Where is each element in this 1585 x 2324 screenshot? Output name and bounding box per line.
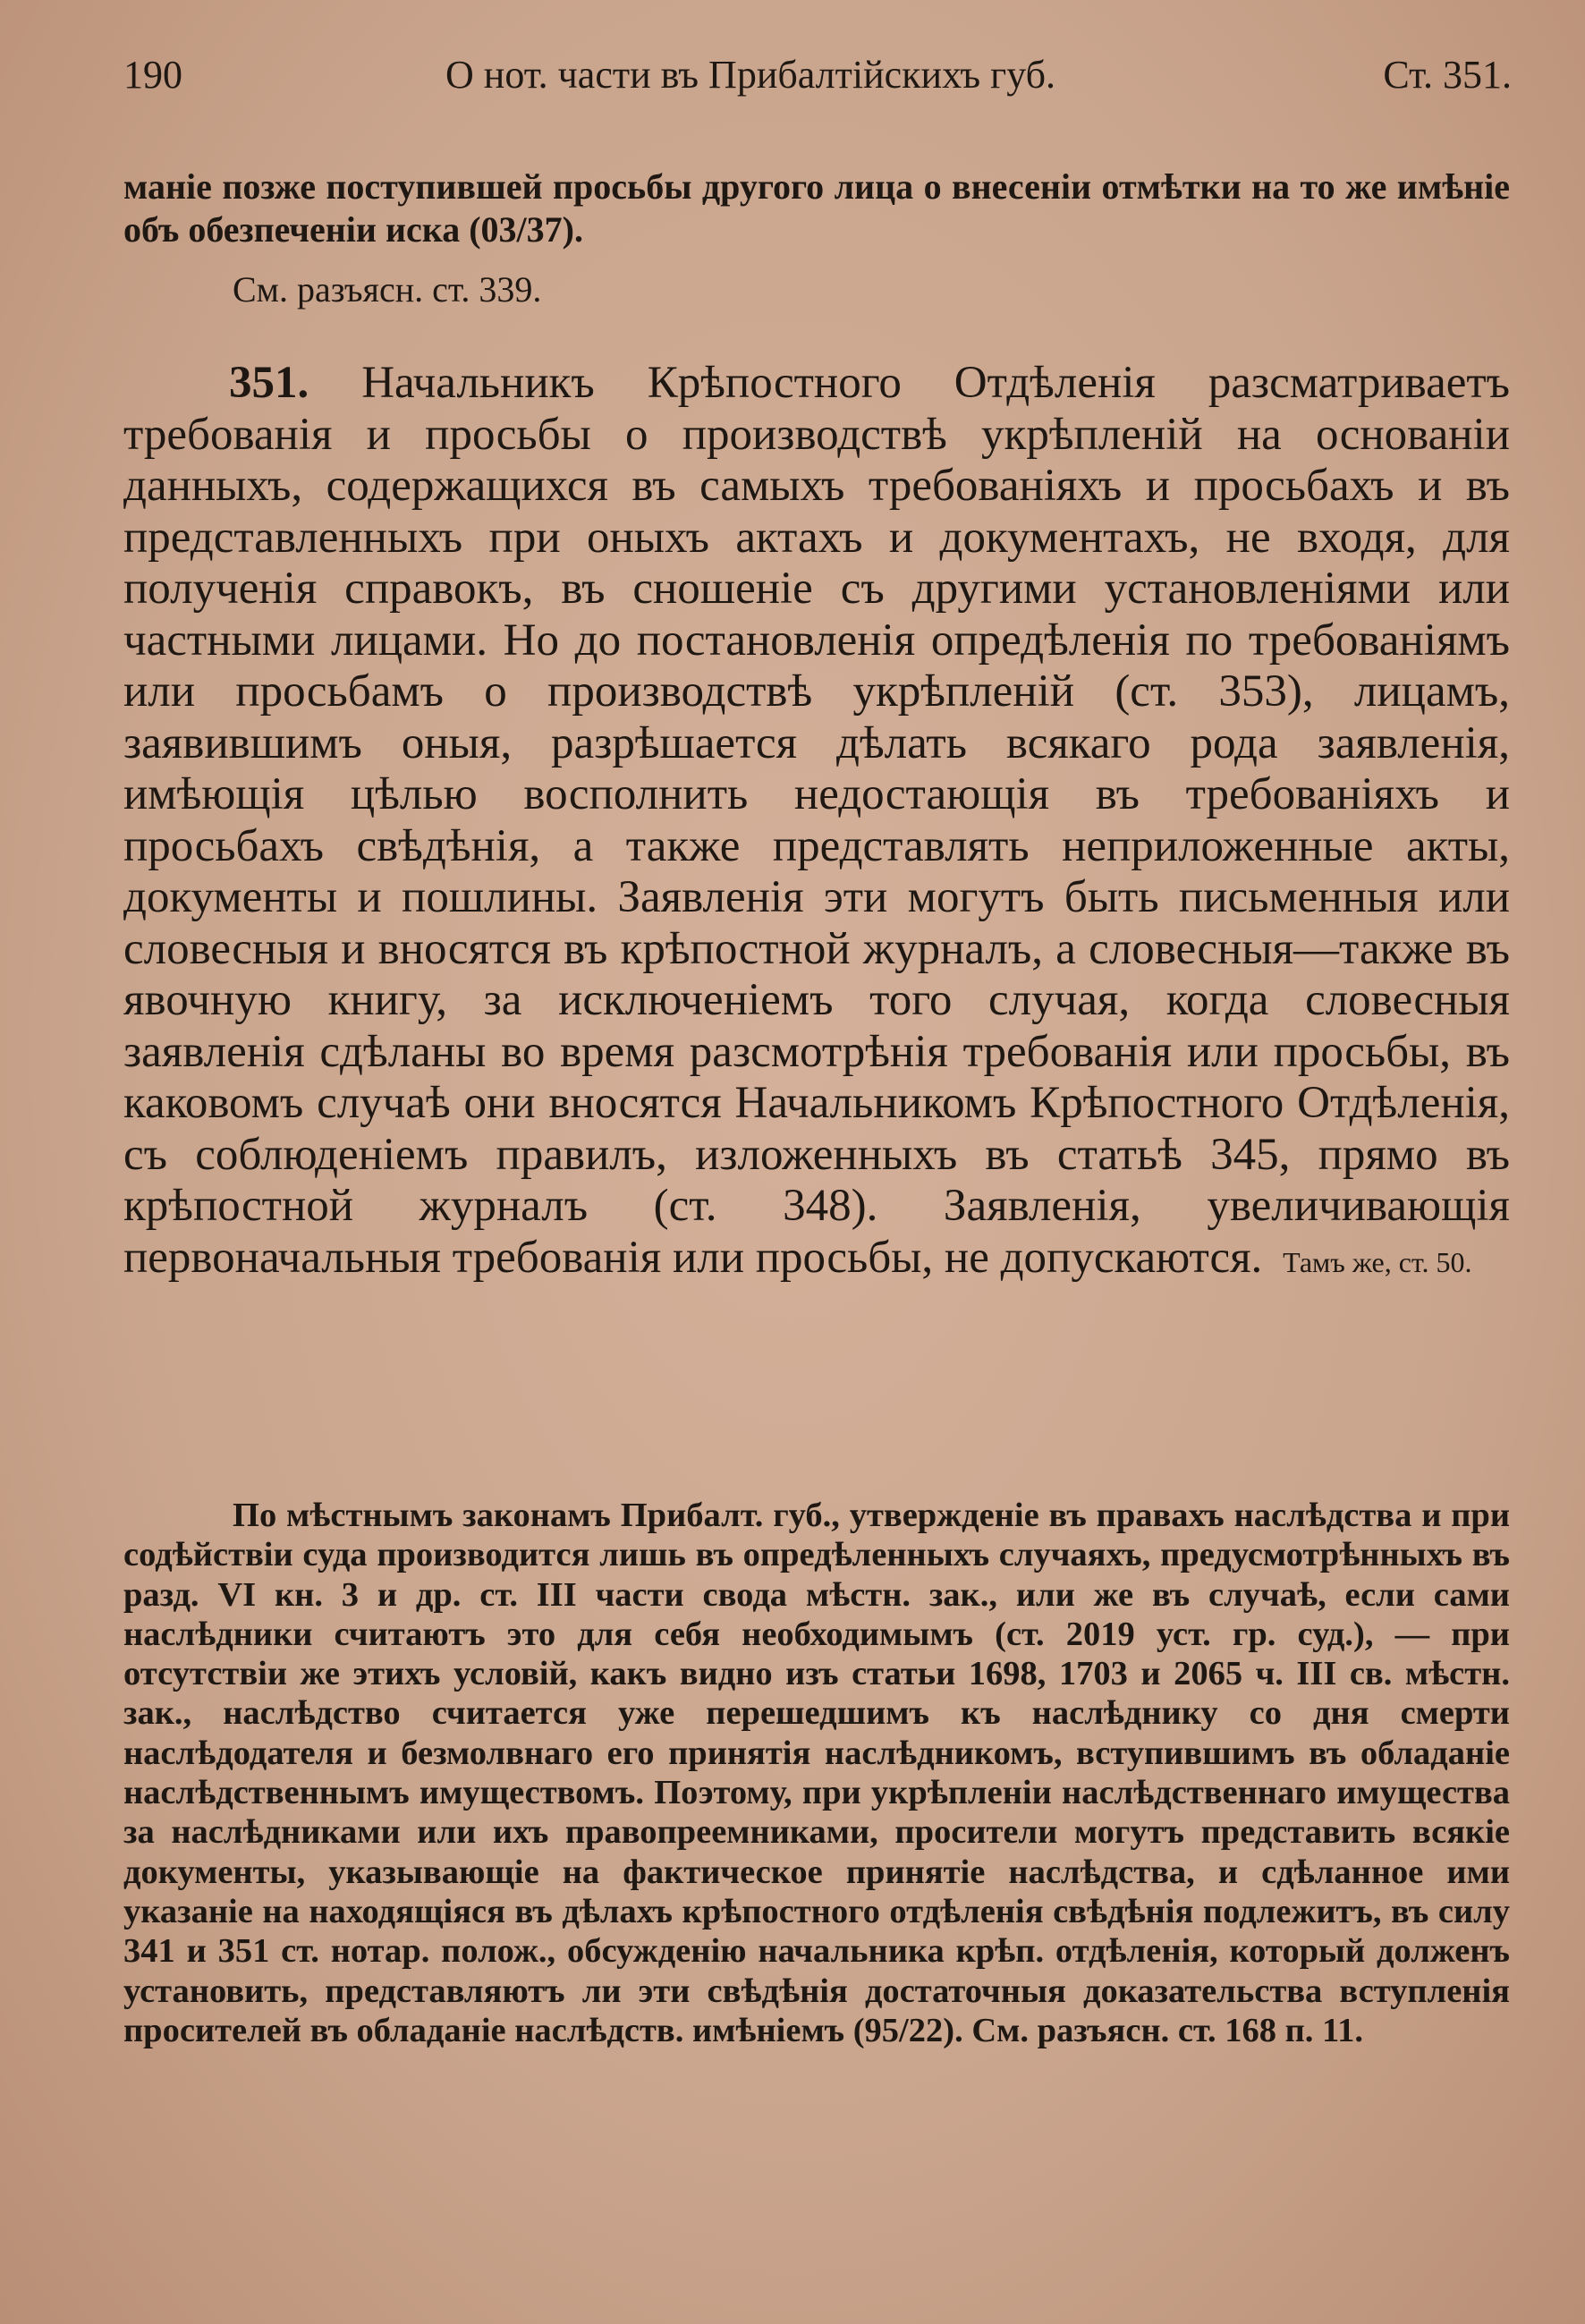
commentary-paragraph: По мѣстнымъ законамъ Прибалт. губ., утвержденіе въ правахъ наслѣдства и при содѣйствіи суда производится лишь въ опредѣленныхъ случаяхъ, предусмотрѣнныхъ въ разд. VI кн. 3 и др. ст. III части свода мѣстн. зак., или же въ случаѣ, если сами наслѣдники считаютъ это для себя необходимымъ (ст. 2019 уст. гр. суд.), — при отсутствіи же этихъ условій, какъ видно изъ статьи 1698, 1703 и 2065 ч. III св. мѣстн. зак., наслѣдство считается уже перешедшимъ къ наслѣднику со дня смерти наслѣдодателя и безмолвнаго его принятія наслѣдникомъ, вступившимъ въ обладаніе наслѣдственнымъ имуществомъ. Поэтому, при укрѣпленіи наслѣдственнаго имущества за наслѣдниками или ихъ правопреемниками, просители могутъ представить всякіе документы, указывающіе на фактическое принятіе наслѣдства, и сдѣланное ими указаніе на находящіяся въ дѣлахъ крѣпостного отдѣленія свѣдѣнія подлежитъ, въ силу 341 и 351 ст. нотар. полож., обсужденію начальника крѣп. отдѣленія, который долженъ установить, представляютъ ли эти свѣдѣнія достаточныя доказательства вступленія просителей въ обладаніе наслѣдств. имѣніемъ (95/22). См. разъясн. ст. 168 п. 11. — [123, 1497, 1510, 2049]
article-source: Тамъ же, ст. 50. — [1283, 1245, 1472, 1278]
carryover-paragraph: маніе позже поступившей просьбы другого лица о внесеніи отмѣтки на то же имѣніе объ обезпеченіи иска (03/37). — [123, 166, 1510, 250]
running-header — [123, 52, 1512, 115]
header-article-ref: Ст. 351. — [1383, 53, 1512, 97]
article-351 — [123, 358, 1510, 1288]
page-number: 190 — [123, 53, 182, 97]
running-title: О нот. части въ Прибалтійскихъ губ. — [445, 53, 1056, 97]
article-number: 351. — [229, 358, 309, 408]
article-text: Начальникъ Крѣпостного Отдѣленія разсматриваетъ требованія и просьбы о производствѣ укрѣпленій на основаніи данныхъ, содержащихся въ самыхъ требованіяхъ и просьбахъ и въ представленныхъ при оныхъ актахъ и документахъ, не входя, для полученія справокъ, въ сношеніе съ другими установленіями или частными лицами. Но до постановленія опредѣленія по требованіямъ или просьбамъ о производствѣ укрѣпленій (ст. 353), лицамъ, заявившимъ оныя, разрѣшается дѣлать всякаго рода заявленія, имѣющія цѣлью восполнить недостающія въ требованіяхъ и просьбахъ свѣдѣнія, а также представлять неприложенные акты, документы и пошлины. Заявленія эти могутъ быть письменныя или словесныя и вносятся въ крѣпостной журналъ, а словесныя—также въ явочную книгу, за исключеніемъ того случая, когда словесныя заявленія сдѣланы во время разсмотрѣнія требованія или просьбы, въ каковомъ случаѣ они вносятся Начальникомъ Крѣпостного Отдѣленія, съ соблюденіемъ правилъ, изложенныхъ въ статьѣ 345, прямо въ крѣпостной журналъ (ст. 348). Заявленія, увеличивающія первоначальныя требованія или просьбы, не допускаются. — [123, 358, 1510, 1283]
see-also-reference: См. разъясн. ст. 339. — [233, 269, 542, 310]
